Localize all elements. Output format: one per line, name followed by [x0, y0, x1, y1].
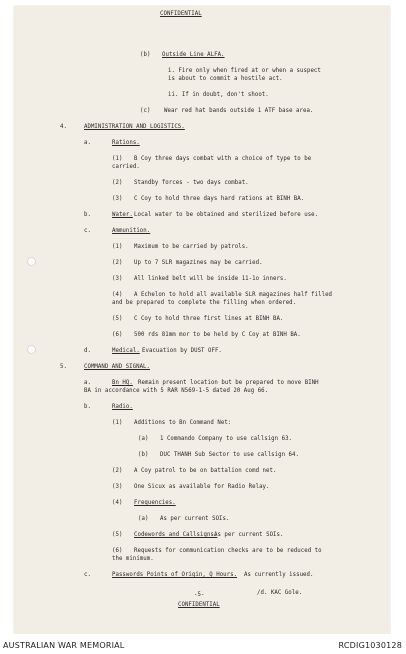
section-heading: ADMINISTRATION AND LOGISTICS.	[84, 124, 185, 130]
item-marker: (1)	[112, 156, 123, 162]
text-line: 1 Commando Company to use callsign 63.	[160, 436, 293, 442]
item-heading: Ammunition.	[112, 228, 151, 234]
page-number: -5-	[194, 592, 205, 598]
signature-block: /d. KAC Gole.	[257, 590, 303, 596]
document-page	[14, 6, 390, 634]
item-heading: Water.	[112, 212, 133, 218]
item-marker: (6)	[112, 548, 123, 554]
item-marker: (a)	[138, 436, 149, 442]
punch-hole	[27, 345, 36, 354]
text-line: carried.	[112, 164, 140, 170]
section-number: 4.	[60, 124, 67, 130]
text-line: Remain present location but be prepared to move BINH	[138, 380, 319, 386]
text-line: Local water to be obtained and sterilized before use.	[134, 212, 319, 218]
text-line: Maximum to be carried by patrols.	[134, 244, 249, 250]
text-line: Up to 7 SLR magazines may be carried.	[134, 260, 263, 266]
item-marker: (b)	[138, 452, 149, 458]
item-heading: Radio.	[112, 404, 133, 410]
text-line: As per current SOIs.	[214, 532, 284, 538]
item-marker: (6)	[112, 332, 123, 338]
item-heading: Passwords Points of Origin, Q Hours.	[112, 572, 238, 578]
text-line: Wear red hat bands outside 1 ATF base area.	[164, 108, 314, 114]
text-line: C Coy to hold three first lines at BINH BA.	[134, 316, 284, 322]
section-heading: COMMAND AND SIGNAL.	[84, 364, 151, 370]
text-line: the minimum.	[112, 556, 154, 562]
text-line: Standby forces - two days combat.	[134, 180, 249, 186]
text-line: Requests for communication checks are to be reduced to	[134, 548, 322, 554]
text-line: Evacuation by DUST OFF.	[142, 348, 222, 354]
text-line: Additions to Bn Command Net:	[134, 420, 232, 426]
item-marker: c.	[84, 572, 91, 578]
text-line: As per current SOIs.	[160, 516, 230, 522]
item-marker: (3)	[112, 196, 123, 202]
item-heading: Rations.	[112, 140, 140, 146]
footer-classification: CONFIDENTIAL	[178, 602, 220, 608]
text-line: i. Fire only when fired at or when a suspect	[168, 68, 321, 74]
item-marker: (2)	[112, 180, 123, 186]
archive-reference: RCDIG1030128	[338, 641, 402, 650]
item-marker: (1)	[112, 420, 123, 426]
item-marker: c.	[84, 228, 91, 234]
text-line: A Coy patrol to be on battalion comd net.	[134, 468, 277, 474]
section-number: 5.	[60, 364, 67, 370]
item-marker: b.	[84, 404, 91, 410]
item-marker: (3)	[112, 276, 123, 282]
text-line: All linked belt will be inside 11-1o inners.	[134, 276, 287, 282]
item-marker: (c)	[140, 108, 151, 114]
item-marker: (1)	[112, 244, 123, 250]
text-line: 500 rds 81mm mor to be held by C Coy at BINH BA.	[134, 332, 301, 338]
text-line: is about to commit a hostile act.	[168, 76, 283, 82]
item-marker: (5)	[112, 532, 123, 538]
text-line: DUC THANH Sub Sector to use callsign 64.	[160, 452, 299, 458]
text-line: BA in accordance with 5 RAR N569-1-5 dated 20 Aug 66.	[84, 388, 269, 394]
punch-hole	[27, 257, 36, 266]
text-line: B Coy three days combat with a choice of type to be	[134, 156, 312, 162]
item-heading: Frequencies.	[134, 500, 176, 506]
item-marker: (2)	[112, 468, 123, 474]
item-marker: b.	[84, 212, 91, 218]
item-heading: Bn HQ.	[112, 380, 133, 386]
item-marker: (2)	[112, 260, 123, 266]
text-line: One Sicux as available for Radio Relay.	[134, 484, 270, 490]
text-line: ii. If in doubt, don't shoot.	[168, 92, 269, 98]
item-marker: (5)	[112, 316, 123, 322]
text-line: As currently issued.	[244, 572, 314, 578]
item-heading: Codewords and Callsigns.	[134, 532, 218, 538]
item-marker: (4)	[112, 500, 123, 506]
item-marker: (b)	[140, 52, 151, 58]
archive-footer	[0, 634, 406, 654]
archive-institution: AUSTRALIAN WAR MEMORIAL	[3, 641, 125, 650]
item-marker: (3)	[112, 484, 123, 490]
text-line: C Coy to hold three days hard rations at BINH BA.	[134, 196, 305, 202]
text-line: and be prepared to complete the filling when ordered.	[112, 300, 297, 306]
item-marker: (a)	[138, 516, 149, 522]
item-marker: a.	[84, 140, 91, 146]
item-heading: Medical.	[112, 348, 140, 354]
item-marker: a.	[84, 380, 91, 386]
header-classification: CONFIDENTIAL	[160, 11, 202, 17]
item-marker: d.	[84, 348, 91, 354]
item-marker: (4)	[112, 292, 123, 298]
text-line: A Echelon to hold all available SLR magazines half filled	[134, 292, 333, 298]
item-heading: Outside Line ALFA.	[162, 52, 225, 58]
